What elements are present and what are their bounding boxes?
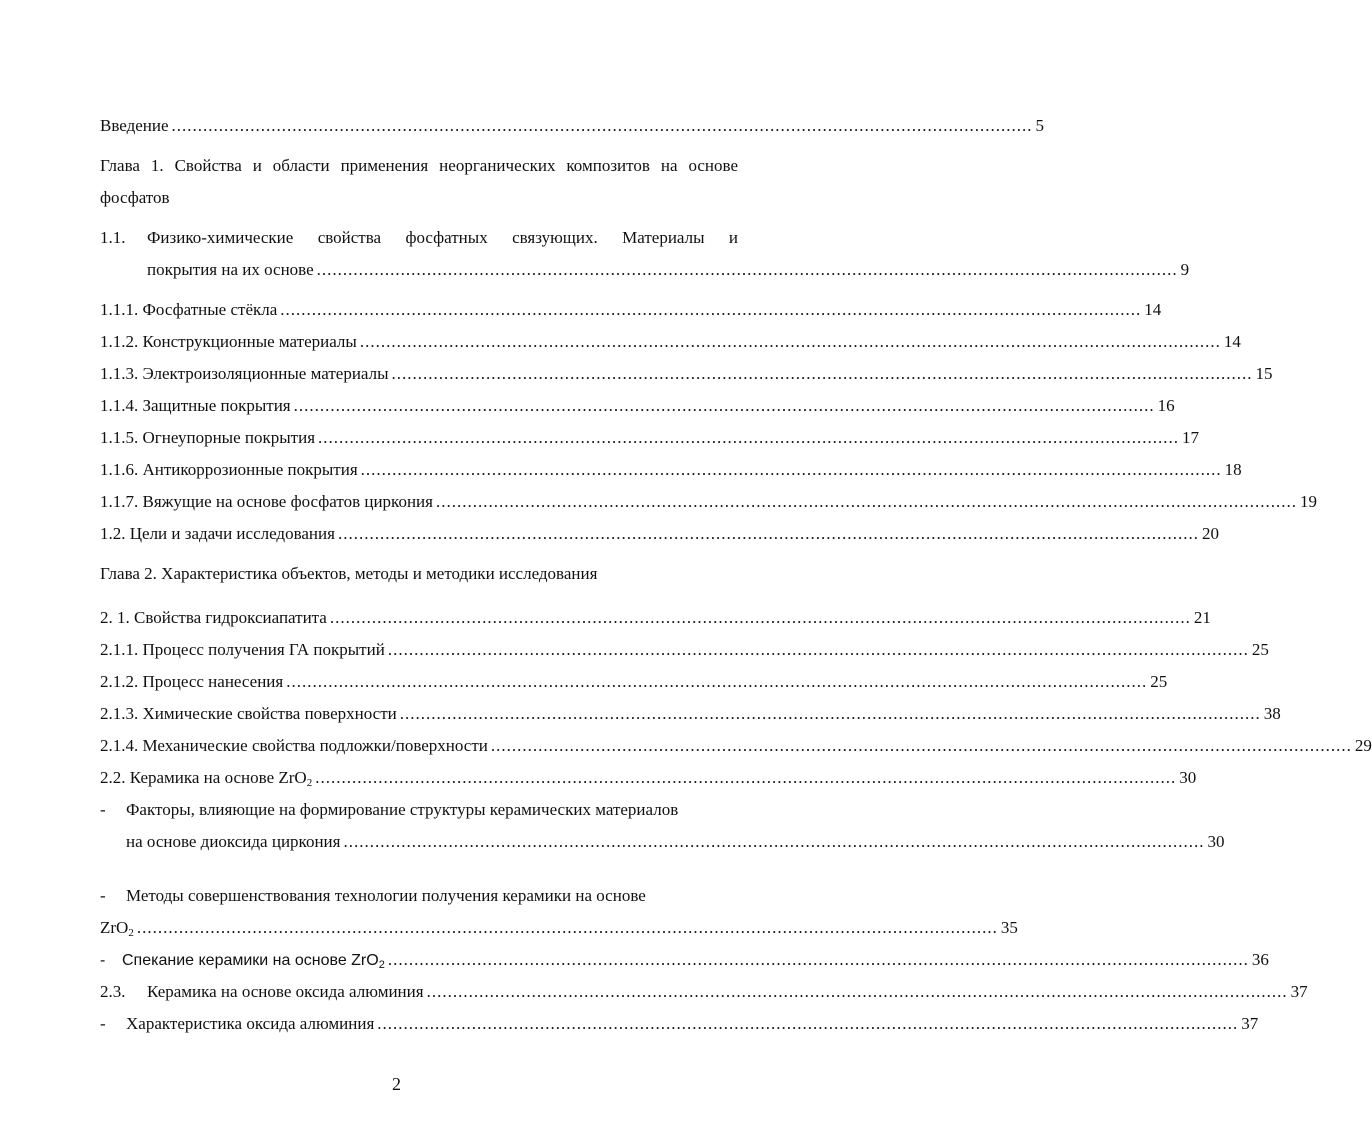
subscript: 2	[128, 927, 134, 939]
toc-entry-page: 25	[1251, 640, 1269, 659]
toc-entry[interactable]	[100, 390, 1175, 422]
toc-entry-title-line: Методы совершенствования технологии получения керамики на основе	[126, 886, 646, 905]
toc-entry-title: 1.1.2. Конструкционные материалы	[100, 332, 357, 351]
toc-entry-page: 9	[1180, 260, 1190, 279]
toc-entry-page: 14	[1144, 300, 1162, 319]
toc-entry-page: 21	[1193, 608, 1211, 627]
dot-leader: ....................................................................................................................................................................	[387, 640, 1249, 659]
toc-chapter-2[interactable]	[100, 558, 738, 590]
toc-entry-page: 36	[1251, 950, 1269, 969]
toc-entry-page: 16	[1157, 396, 1175, 415]
toc-entry-title-text: Керамика на основе оксида алюминия	[147, 982, 424, 1001]
toc-chapter-1[interactable]	[100, 150, 738, 182]
toc-entry[interactable]	[100, 602, 1211, 634]
section-title-line: Физико-химические свойства фосфатных связующих. Материалы и	[147, 228, 738, 247]
dot-leader: ....................................................................................................................................................................	[280, 300, 1142, 319]
toc-entry[interactable]	[100, 730, 1372, 762]
toc-entry-title-line	[100, 912, 134, 944]
dot-leader: ....................................................................................................................................................................	[136, 918, 998, 937]
toc-entry-page: 18	[1224, 460, 1242, 479]
toc-entry-title	[100, 976, 424, 1008]
toc-entry-alumina[interactable]	[100, 1008, 1259, 1040]
toc-entry-page: 29	[1354, 736, 1372, 755]
toc-chapter-1-cont	[100, 182, 738, 214]
bullet-dash: -	[100, 952, 106, 969]
toc-entry-page: 5	[1035, 116, 1045, 135]
chapter-title-line: фосфатов	[100, 188, 170, 207]
toc-entry-page: 38	[1263, 704, 1281, 723]
dot-leader: ....................................................................................................................................................................	[387, 950, 1249, 969]
toc-entry-title: 1.1.4. Защитные покрытия	[100, 396, 291, 415]
bullet-dash: -	[100, 800, 106, 819]
toc-entry-2-2[interactable]	[100, 762, 1197, 794]
dot-leader: ....................................................................................................................................................................	[490, 736, 1352, 755]
toc-entry-factors-cont[interactable]	[100, 826, 1225, 858]
bullet-dash: -	[100, 1014, 106, 1033]
section-title-line: покрытия на их основе	[147, 260, 314, 279]
toc-entry-title	[100, 1008, 374, 1040]
toc-entry-title-text: Характеристика оксида алюминия	[126, 1014, 375, 1033]
toc-entry-title	[100, 945, 385, 977]
subscript: 2	[378, 959, 385, 971]
dot-leader: ....................................................................................................................................................................	[426, 982, 1288, 1001]
section-number: 1.1.	[100, 228, 126, 247]
toc-entry-title: 1.1.1. Фосфатные стёкла	[100, 300, 278, 319]
toc-entry-title: 2.1.3. Химические свойства поверхности	[100, 704, 397, 723]
toc-entry-title-text: ZrO	[100, 918, 129, 937]
toc-entry-title: 1.1.6. Антикоррозионные покрытия	[100, 460, 358, 479]
dot-leader: ....................................................................................................................................................................	[293, 396, 1155, 415]
toc-entry-methods[interactable]	[100, 880, 738, 912]
dot-leader: ....................................................................................................................................................................	[360, 460, 1222, 479]
dot-leader: ....................................................................................................................................................................	[329, 608, 1191, 627]
dot-leader: ....................................................................................................................................................................	[391, 364, 1253, 383]
toc-entry-page: 35	[1000, 918, 1018, 937]
toc-entry-title: 2.1.4. Механические свойства подложки/поверхности	[100, 736, 488, 755]
toc-entry-page: 19	[1299, 492, 1317, 511]
bullet-dash: -	[100, 886, 106, 905]
dot-leader: ....................................................................................................................................................................	[286, 672, 1148, 691]
toc-entry-title: 2.1.1. Процесс получения ГА покрытий	[100, 640, 385, 659]
dot-leader: ....................................................................................................................................................................	[399, 704, 1261, 723]
toc-entry[interactable]	[100, 422, 1200, 454]
toc-entry-title: 1.1.3. Электроизоляционные материалы	[100, 364, 389, 383]
toc-entry-factors[interactable]	[100, 794, 738, 826]
toc-entry-1-1-cont[interactable]	[100, 254, 1190, 286]
dot-leader: ....................................................................................................................................................................	[318, 428, 1180, 447]
toc-entry[interactable]	[100, 698, 1281, 730]
toc-entry[interactable]	[100, 454, 1242, 486]
dot-leader: ....................................................................................................................................................................	[316, 260, 1178, 279]
toc-entry-page: 30	[1207, 832, 1225, 851]
section-number: 2.3.	[100, 982, 126, 1001]
toc-entry-title	[100, 762, 312, 794]
toc-entry-title-line: на основе диоксида циркония	[126, 832, 341, 851]
toc-entry-page: 20	[1201, 524, 1219, 543]
toc-entry-sintering[interactable]	[100, 944, 1269, 976]
toc-entry-page: 25	[1150, 672, 1168, 691]
toc-entry-title: 2. 1. Свойства гидроксиапатита	[100, 608, 327, 627]
subscript: 2	[306, 777, 313, 789]
chapter-title-line: Глава 2. Характеристика объектов, методы и методики исследования	[100, 564, 598, 583]
toc-entry-title: 1.1.7. Вяжущие на основе фосфатов циркония	[100, 492, 433, 511]
dot-leader: ....................................................................................................................................................................	[315, 768, 1177, 787]
toc-entry-page: 14	[1223, 332, 1241, 351]
toc-entry-title: 1.1.5. Огнеупорные покрытия	[100, 428, 316, 447]
toc-entry-page: 37	[1241, 1014, 1259, 1033]
toc-entry-title: 2.1.2. Процесс нанесения	[100, 672, 284, 691]
dot-leader: ....................................................................................................................................................................	[377, 1014, 1239, 1033]
dot-leader: ....................................................................................................................................................................	[343, 832, 1205, 851]
toc-entry-title-line: Факторы, влияющие на формирование структуры керамических материалов	[126, 800, 679, 819]
toc-entry[interactable]	[100, 358, 1273, 390]
toc-entry-page: 15	[1255, 364, 1273, 383]
toc-entry-intro[interactable]	[100, 110, 1045, 142]
dot-leader: ....................................................................................................................................................................	[435, 492, 1297, 511]
toc-entry-title-text: Спекание керамики на основе ZrO	[122, 952, 379, 969]
toc-entry-title-text: 2.2. Керамика на основе ZrO	[100, 768, 307, 787]
toc-entry-title: 1.2. Цели и задачи исследования	[100, 524, 335, 543]
toc-entry[interactable]	[100, 326, 1241, 358]
page-number: 2	[392, 1074, 401, 1094]
toc-entry[interactable]	[100, 634, 1269, 666]
toc-entry-methods-cont[interactable]	[100, 912, 1018, 944]
toc-entry[interactable]	[100, 486, 1317, 518]
toc-entry-title: Введение	[100, 116, 169, 135]
dot-leader: ....................................................................................................................................................................	[171, 116, 1033, 135]
toc-entry-page: 37	[1290, 982, 1308, 1001]
table-of-contents	[100, 110, 1372, 1040]
dot-leader: ....................................................................................................................................................................	[359, 332, 1221, 351]
toc-entry[interactable]	[100, 294, 1162, 326]
toc-entry[interactable]	[100, 666, 1168, 698]
dot-leader: ....................................................................................................................................................................	[337, 524, 1199, 543]
chapter-title-line: Глава 1. Свойства и области применения неорганических композитов на основе	[100, 156, 738, 175]
toc-entry[interactable]	[100, 518, 1219, 550]
toc-entry-page: 17	[1182, 428, 1200, 447]
toc-entry-page: 30	[1179, 768, 1197, 787]
toc-entry-2-3[interactable]	[100, 976, 1308, 1008]
toc-entry-1-1[interactable]	[100, 222, 738, 254]
